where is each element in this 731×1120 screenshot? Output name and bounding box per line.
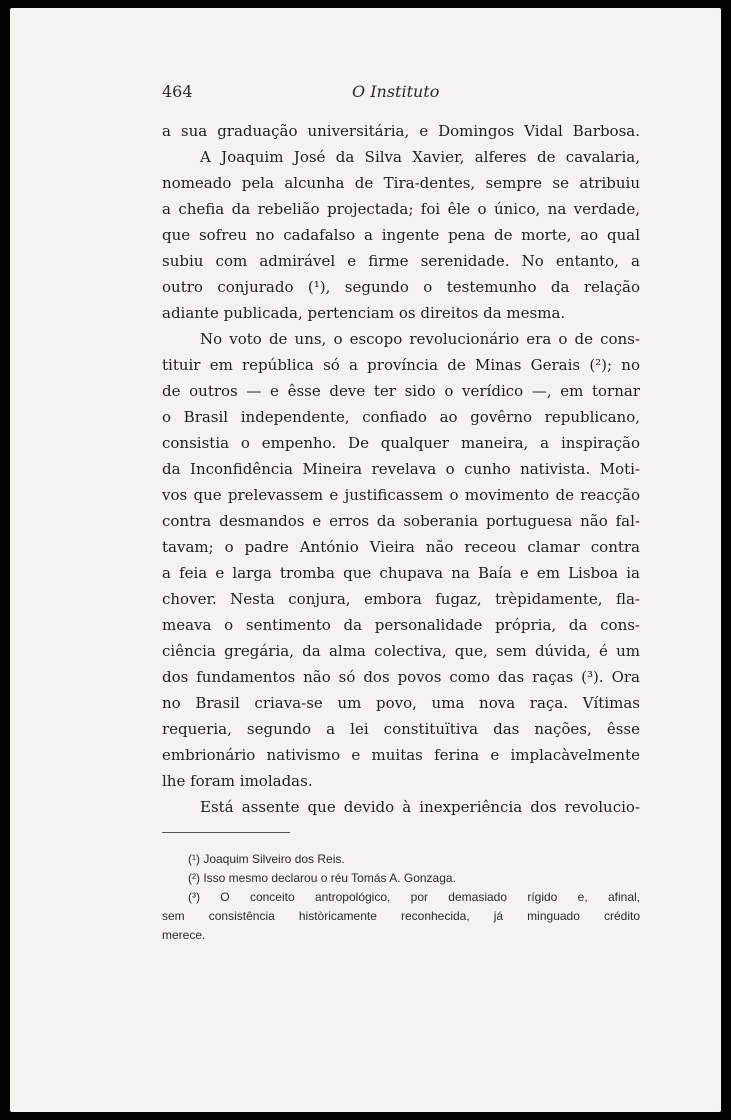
text-line: a chefia da rebelião projectada; foi êle o único, na verdade, (162, 200, 640, 218)
text-line: nomeado pela alcunha de Tira-dentes, sempre se atribuiu (162, 174, 640, 192)
text-line: contra desmandos e erros da soberania portuguesa não fal- (162, 512, 640, 530)
text-line: no Brasil criava-se um povo, uma nova raça. Vítimas (162, 694, 640, 712)
text-line: consistia o empenho. De qualquer maneira, a inspiração (162, 434, 640, 452)
text-line: adiante publicada, pertenciam os direitos da mesma. (162, 304, 566, 322)
body-text (162, 118, 640, 820)
page-header (162, 82, 642, 102)
text-line: dos fundamentos não só dos povos como das raças (³). Ora (162, 668, 640, 686)
footnotes (162, 850, 640, 945)
text-line: vos que prelevassem e justificassem o movimento de reacção (162, 486, 640, 504)
footnote-continuation: merece. (162, 928, 206, 942)
text-line: a feia e larga tromba que chupava na Baía e em Lisboa ia (162, 564, 640, 582)
text-line: a sua graduação universitária, e Domingos Vidal Barbosa. (162, 122, 640, 140)
text-line: da Inconfidência Mineira revelava o cunho nativista. Moti- (162, 460, 640, 478)
text-line: No voto de uns, o escopo revolucionário era o de cons- (200, 330, 640, 348)
text-line: embrionário nativismo e muitas ferina e implacàvelmente (162, 746, 640, 764)
footnote-continuation: sem consistência històricamente reconhecida, já minguado crédito (162, 909, 640, 923)
text-line: ciência gregária, da alma colectiva, que, sem dúvida, é um (162, 642, 640, 660)
footnote-divider (162, 832, 290, 833)
text-line: tavam; o padre António Vieira não receou clamar contra (162, 538, 640, 556)
text-line: meava o sentimento da personalidade própria, da cons- (162, 616, 640, 634)
text-line: o Brasil independente, confiado ao govêrno republicano, (162, 408, 640, 426)
text-line: de outros — e êsse deve ter sido o verídico —, em tornar (162, 382, 640, 400)
text-line: subiu com admirável e firme serenidade. No entanto, a (162, 252, 640, 270)
footnote: (¹) Joaquim Silveiro dos Reis. (188, 852, 345, 866)
text-line: lhe foram imoladas. (162, 772, 313, 790)
page-number: 464 (162, 82, 193, 101)
footnote: (³) O conceito antropológico, por demasiado rígido e, afinal, (188, 890, 640, 904)
running-title: O Instituto (352, 82, 440, 101)
text-line: chover. Nesta conjura, embora fugaz, trèpidamente, fla- (162, 590, 640, 608)
text-line: A Joaquim José da Silva Xavier, alferes de cavalaria, (200, 148, 640, 166)
text-line: requeria, segundo a lei constituïtiva das nações, êsse (162, 720, 640, 738)
text-line: que sofreu no cadafalso a ingente pena de morte, ao qual (162, 226, 640, 244)
text-line: Está assente que devido à inexperiência dos revolucio- (200, 798, 640, 816)
text-line: outro conjurado (¹), segundo o testemunho da relação (162, 278, 640, 296)
text-line: tituir em república só a província de Minas Gerais (²); no (162, 356, 640, 374)
footnote: (²) Isso mesmo declarou o réu Tomás A. Gonzaga. (188, 871, 456, 885)
